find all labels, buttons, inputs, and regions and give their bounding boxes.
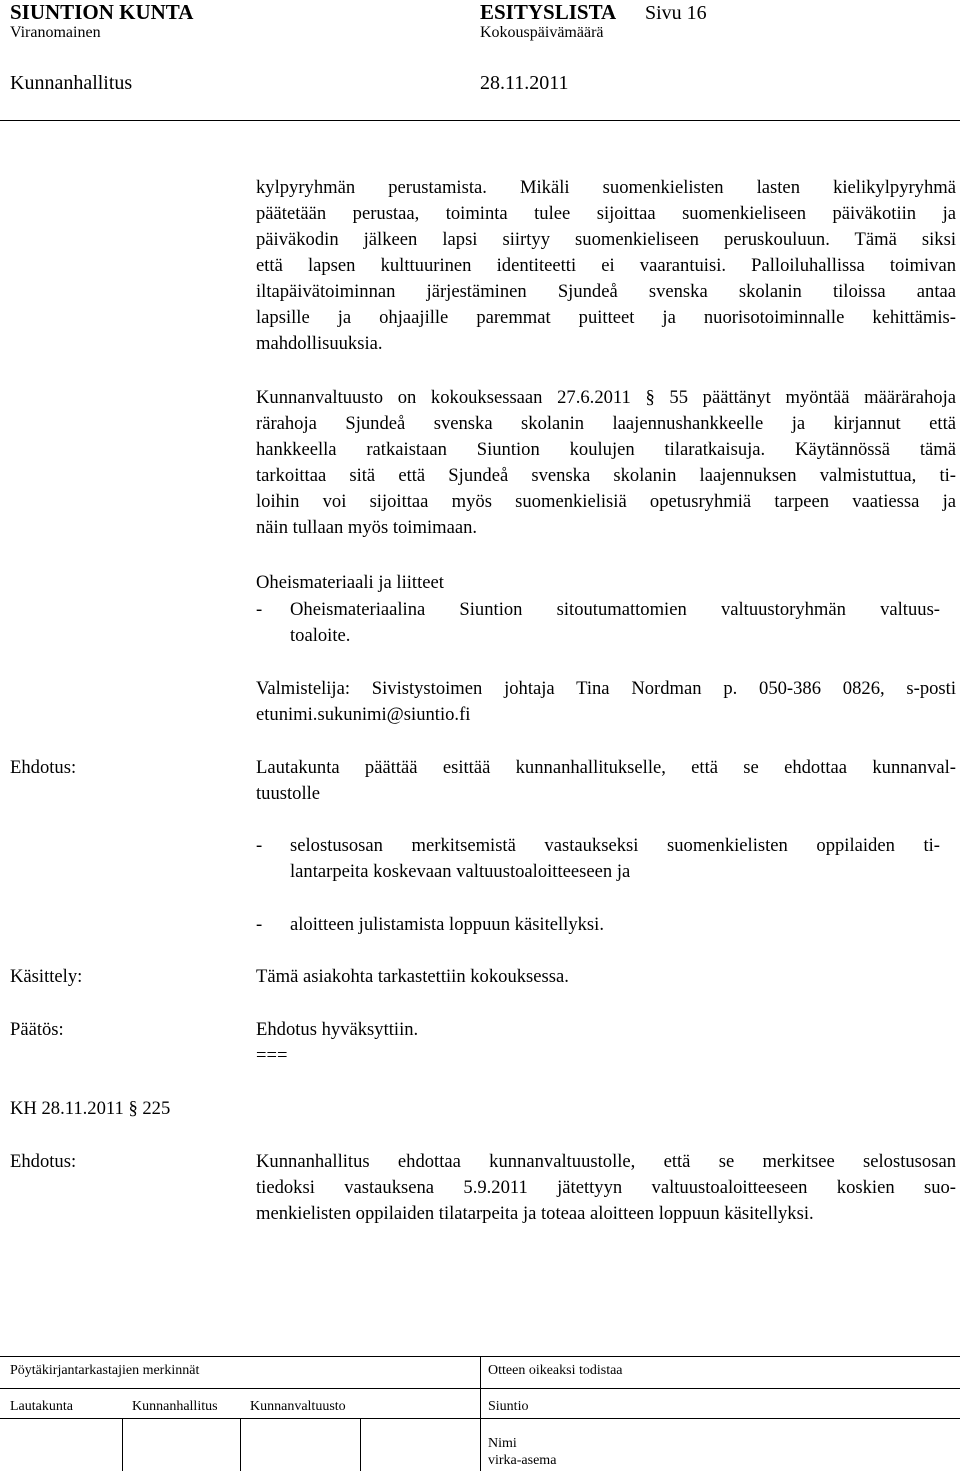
handling-label: Käsittely: xyxy=(10,966,83,987)
separator-mark: === xyxy=(256,1045,288,1066)
proposal-text xyxy=(256,755,956,807)
attachment-dash: - xyxy=(256,599,263,620)
text-line: mahdollisuuksia. xyxy=(256,333,383,354)
proposal-label: Ehdotus: xyxy=(10,1151,77,1172)
text-line: päätetään perustaa, toiminta tulee sijoittaa suomenkieliseen päiväkotiin ja xyxy=(256,203,956,224)
org-name: SIUNTION KUNTA xyxy=(10,0,194,24)
bullet-dash: - xyxy=(256,835,263,856)
footer-col-lautakunta: Lautakunta xyxy=(10,1399,73,1414)
decision-text xyxy=(256,1017,956,1069)
bullet-item xyxy=(290,912,940,938)
kh-reference: KH 28.11.2011 § 225 xyxy=(10,1098,171,1119)
paragraph-background xyxy=(256,175,956,357)
text-line: Ehdotus hyväksyttiin. xyxy=(256,1019,419,1040)
doc-type: ESITYSLISTA xyxy=(480,0,617,24)
header-rule xyxy=(0,120,960,121)
attachments-heading-text: Oheismateriaali ja liitteet xyxy=(256,572,444,593)
authority-label: Viranomainen xyxy=(10,24,101,41)
proposal-label: Ehdotus: xyxy=(10,757,77,778)
footer-divider xyxy=(122,1418,123,1471)
footer-col-siuntio: Siuntio xyxy=(488,1399,529,1414)
decision-label: Päätös: xyxy=(10,1019,64,1040)
text-line: Lautakunta päättää esittää kunnanhallitukselle, että se ehdottaa kunnanval- xyxy=(256,757,956,778)
text-line: Kunnanhallitus ehdottaa kunnanvaltuustolle, että se merkitsee selostusosan xyxy=(256,1151,956,1172)
date-label: Kokouspäivämäärä xyxy=(480,24,604,41)
footer-col-kunnanhallitus: Kunnanhallitus xyxy=(132,1399,218,1414)
footer-col-kunnanvaltuusto: Kunnanvaltuusto xyxy=(250,1399,346,1414)
footer-left-title: Pöytäkirjantarkastajien merkinnät xyxy=(10,1363,200,1378)
text-line: aloitteen julistamista loppuun käsitellyksi. xyxy=(290,914,604,935)
footer-divider xyxy=(240,1418,241,1471)
bullet-item xyxy=(290,833,940,885)
text-line: menkielisten oppilaiden tilatarpeita ja toteaa aloitteen loppuun käsitellyksi. xyxy=(256,1203,814,1224)
text-line: loihin voi sijoittaa myös suomenkielisiä opetusryhmiä tarpeen vaatiessa ja xyxy=(256,491,956,512)
handling-text xyxy=(256,964,956,990)
text-line: toaloite. xyxy=(290,625,351,646)
text-line: Kunnanvaltuusto on kokouksessaan 27.6.2011 § 55 päättänyt myöntää määrärahoja xyxy=(256,387,956,408)
meeting-date: 28.11.2011 xyxy=(480,72,569,94)
text-line: Oheismateriaalina Siuntion sitoutumattomien valtuustoryhmän valtuus- xyxy=(290,599,940,620)
footer-right-title: Otteen oikeaksi todistaa xyxy=(488,1363,623,1378)
text-line: kylpyryhmän perustamista. Mikäli suomenkielisten lasten kielikylpyryhmä xyxy=(256,177,956,198)
text-line: Tämä asiakohta tarkastettiin kokouksessa. xyxy=(256,966,569,987)
attachments-heading xyxy=(256,570,956,596)
bullet-dash: - xyxy=(256,914,263,935)
page-number: Sivu 16 xyxy=(645,2,707,24)
text-line: näin tullaan myös toimimaan. xyxy=(256,517,478,538)
text-line: päiväkodin jälkeen lapsi siirtyy suomenkieliseen peruskouluun. Tämä siksi xyxy=(256,229,956,250)
text-line: lapsille ja ohjaajille paremmat puitteet ja nuorisotoiminnalle kehittämis- xyxy=(256,307,956,328)
text-line: tuustolle xyxy=(256,783,321,804)
text-line: että lapsen kulttuurinen identiteetti ei vaarantuisi. Palloiluhallissa toimivan xyxy=(256,255,956,276)
text-line: Valmistelija: Sivistystoimen johtaja Tina Nordman p. 050-386 0826, s-posti xyxy=(256,678,956,699)
text-line: iltapäivätoiminnan järjestäminen Sjundeå svenska skolanin tiloissa antaa xyxy=(256,281,956,302)
text-line: selostusosan merkitsemistä vastaukseksi suomenkielisten oppilaiden ti- xyxy=(290,835,940,856)
authority-name: Kunnanhallitus xyxy=(10,72,133,94)
text-line: tarkoittaa sitä että Sjundeå svenska skolanin laajennuksen valmistuttua, ti- xyxy=(256,465,956,486)
text-line: hankkeella ratkaistaan Siuntion koulujen tilaratkaisuja. Käytännössä tämä xyxy=(256,439,956,460)
proposal-text xyxy=(256,1149,956,1227)
footer-divider xyxy=(360,1418,361,1471)
footer-nimi: Nimi xyxy=(488,1436,517,1451)
paragraph-funding xyxy=(256,385,956,541)
email-address: etunimi.sukunimi@siuntio.fi xyxy=(256,704,471,725)
preparer-info xyxy=(256,676,956,728)
text-line: rärahoja Sjundeå svenska skolanin laajennushankkeelle ja kirjannut että xyxy=(256,413,956,434)
footer-divider xyxy=(480,1356,481,1471)
text-line: tiedoksi vastauksena 5.9.2011 jätettyyn valtuustoaloitteeseen koskien suo- xyxy=(256,1177,956,1198)
footer-virka-asema: virka-asema xyxy=(488,1453,557,1468)
attachment-item xyxy=(290,597,940,649)
text-line: lantarpeita koskevaan valtuustoaloitteeseen ja xyxy=(290,861,631,882)
